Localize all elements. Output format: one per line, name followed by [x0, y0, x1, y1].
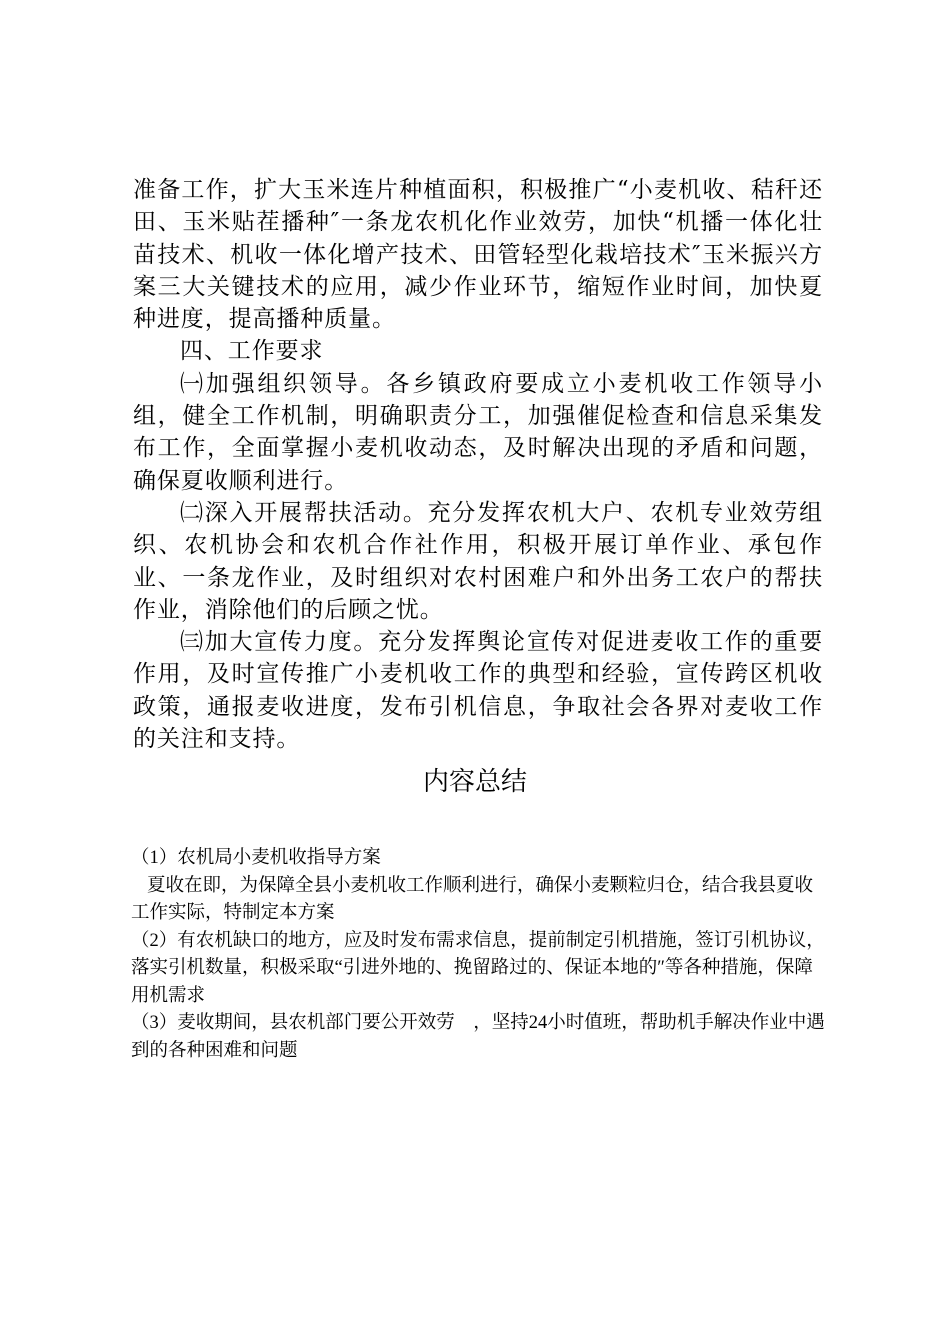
- summary-section: [131, 845, 831, 1065]
- section-heading-work-requirements: 四、工作要求: [180, 338, 324, 365]
- document-body: [133, 174, 823, 755]
- summary-title: 内容总结: [422, 767, 527, 797]
- paragraph-assistance-activities: ㈡深入开展帮扶活动。充分发挥农机大户、农机专业效劳组织、农机协会和农机合作社作用，积极开展订单作业、承包作业、一条龙作业，及时组织对农村困难户和外出务工农户的帮扶作业，消除他们的后顾之忧。: [133, 499, 823, 623]
- summary-item: （2）有农机缺口的地方，应及时发布需求信息，提前制定引机措施，签订引机协议，落实引机数量，积极采取“引进外地的、挽留路过的、保证本地的″等各种措施，保障用机需求: [131, 930, 825, 1006]
- summary-item: （1）农机局小麦机收指导方案: [131, 848, 381, 868]
- paragraph-publicity: ㈢加大宣传力度。充分发挥舆论宣传对促进麦收工作的重要作用，及时宣传推广小麦机收工作的典型和经验，宣传跨区机收政策，通报麦收进度，发布引机信息，争取社会各界对麦收工作的关注和支持。: [133, 629, 823, 753]
- summary-item: （3）麦收期间，县农机部门要公开效劳 ，坚持24小时值班，帮助机手解决作业中遇到的各种困难和问题: [131, 1013, 825, 1061]
- paragraph-organization-leadership: ㈠加强组织领导。各乡镇政府要成立小麦机收工作领导小组，健全工作机制，明确职责分工，加强催促检查和信息采集发布工作，全面掌握小麦机收动态，及时解决出现的矛盾和问题，确保夏收顺利进行。: [133, 370, 823, 494]
- summary-item: 夏收在即，为保障全县小麦机收工作顺利进行，确保小麦颗粒归仓，结合我县夏收工作实际，特制定本方案: [131, 875, 814, 923]
- paragraph-continuation: 准备工作，扩大玉米连片种植面积，积极推广“小麦机收、秸秆还田、玉米贴茬播种″一条龙农机化作业效劳，加快“机播一体化壮苗技术、机收一体化增产技术、田管轻型化栽培技术″玉米振兴方案三大关键技术的应用，减少作业环节，缩短作业时间，加快夏种进度，提高播种质量。: [133, 177, 823, 333]
